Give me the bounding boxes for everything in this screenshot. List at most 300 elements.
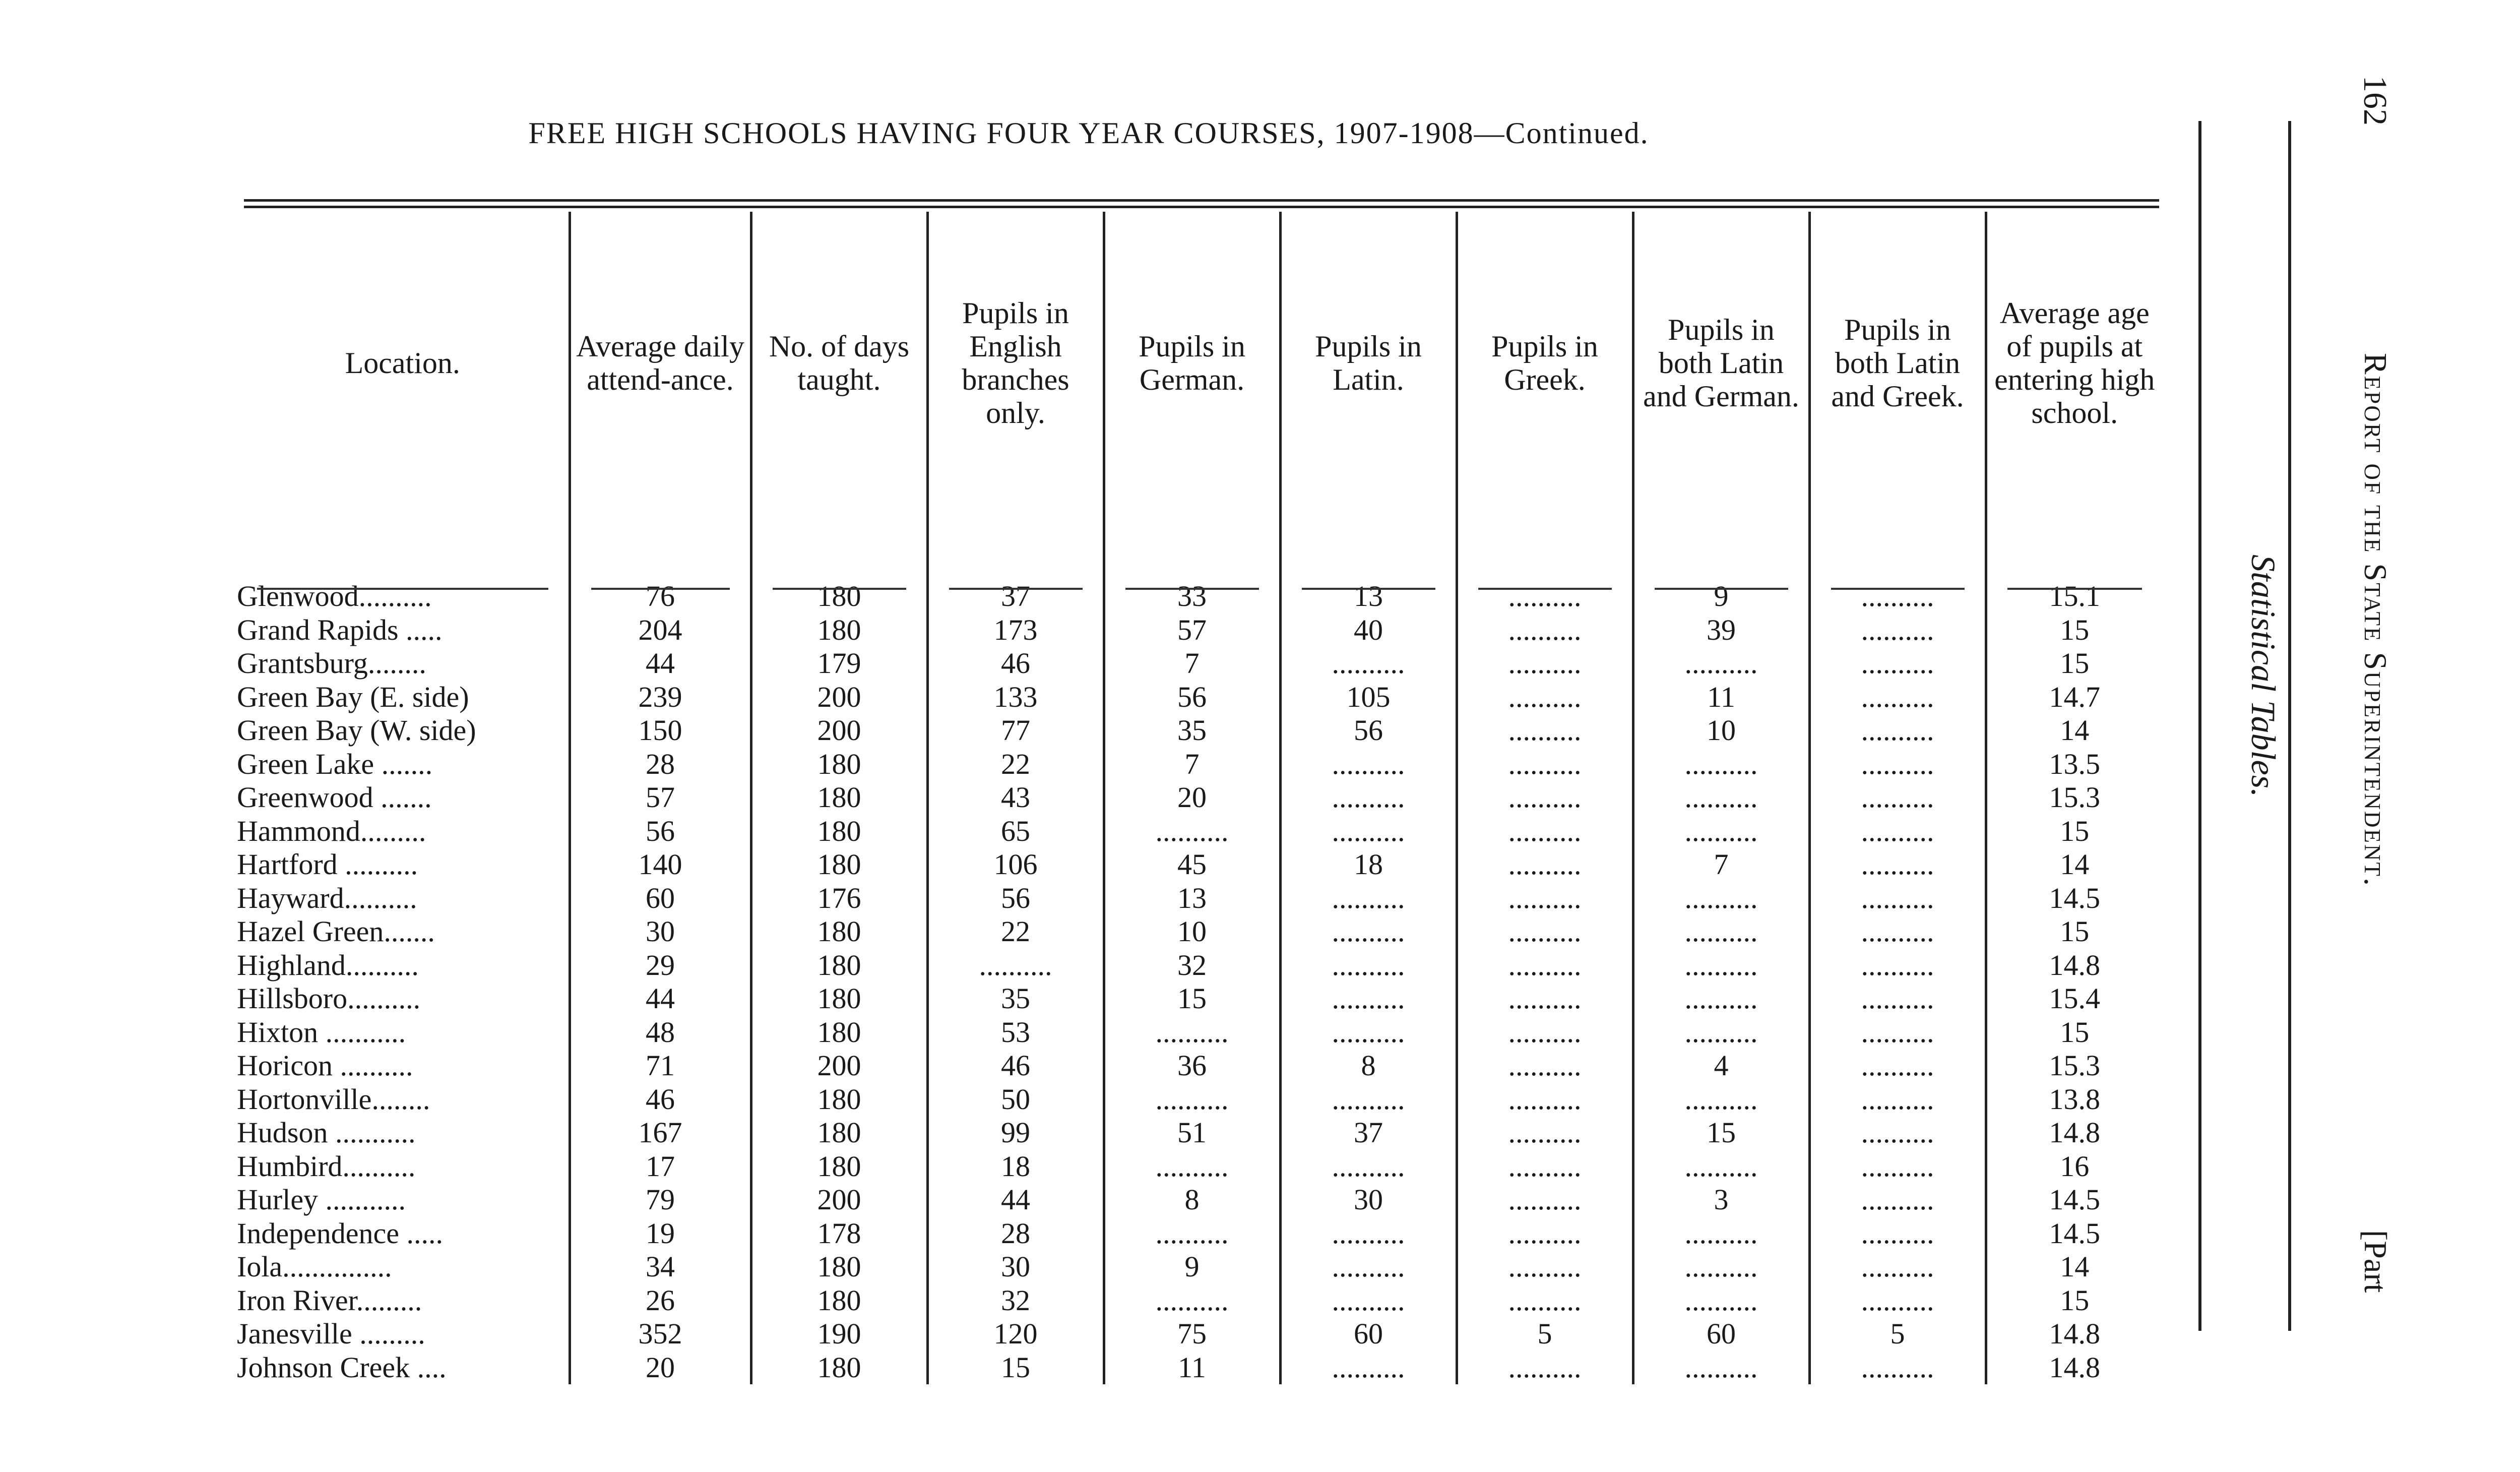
value-cell: 15	[1986, 1284, 2162, 1318]
spacer-cell	[1809, 514, 1986, 580]
column-header-label: Pupils in both Latin and German.	[1643, 313, 1799, 413]
value-cell: 60	[570, 882, 751, 915]
value-cell: ..........	[1809, 1150, 1986, 1184]
value-cell: 180	[751, 1250, 927, 1284]
value-cell: 180	[751, 781, 927, 815]
page-number: 162	[2357, 76, 2393, 126]
value-cell: ..........	[1280, 1250, 1457, 1284]
value-cell: 167	[570, 1116, 751, 1150]
value-cell: ..........	[1633, 949, 1809, 983]
title-rule-bottom	[244, 206, 2159, 208]
value-cell: ..........	[1809, 1217, 1986, 1251]
value-cell: 30	[570, 915, 751, 949]
location-cell: Green Bay (E. side)	[237, 680, 469, 713]
header-underline	[1125, 588, 1259, 590]
value-cell: 180	[751, 1016, 927, 1050]
value-cell: ..........	[1280, 1083, 1457, 1117]
table-header	[237, 212, 2162, 514]
location-cell: Iola...............	[237, 1250, 392, 1283]
value-cell: 26	[570, 1284, 751, 1318]
value-cell: ..........	[1280, 748, 1457, 781]
value-cell: 22	[927, 915, 1104, 949]
location-cell: Hortonville........	[237, 1082, 430, 1116]
value-cell: 180	[751, 580, 927, 614]
value-cell: 28	[927, 1217, 1104, 1251]
value-cell: 5	[1457, 1317, 1633, 1351]
value-cell: 15	[1986, 815, 2162, 848]
column-header-label: No. of days taught.	[769, 330, 910, 396]
location-cell: Glenwood..........	[237, 580, 432, 612]
table-row	[237, 647, 2162, 681]
section-title: Statistical Tables.	[2244, 555, 2283, 798]
spacer-cell	[1104, 514, 1280, 580]
header-underline	[949, 588, 1083, 590]
location-cell: Johnson Creek ....	[237, 1351, 447, 1384]
value-cell: 4	[1633, 1049, 1809, 1083]
value-cell: 56	[1280, 714, 1457, 748]
value-cell: ..........	[1104, 1016, 1280, 1050]
value-cell: 37	[1280, 1116, 1457, 1150]
value-cell: 20	[570, 1351, 751, 1385]
value-cell: 57	[1104, 614, 1280, 647]
column-header-label: Average age of pupils at entering high school.	[1994, 296, 2155, 430]
spacer-cell	[927, 514, 1104, 580]
value-cell: ..........	[1280, 1217, 1457, 1251]
value-cell: ..........	[1457, 1183, 1633, 1217]
value-cell: ..........	[1633, 1217, 1809, 1251]
table-row	[237, 748, 2162, 781]
value-cell: 57	[570, 781, 751, 815]
value-cell: 133	[927, 681, 1104, 714]
column-header	[927, 212, 1104, 514]
value-cell: 15.3	[1986, 781, 2162, 815]
value-cell: 180	[751, 982, 927, 1016]
value-cell: 180	[751, 915, 927, 949]
value-cell: 178	[751, 1217, 927, 1251]
value-cell: 44	[570, 647, 751, 681]
value-cell: 180	[751, 1116, 927, 1150]
table-row	[237, 714, 2162, 748]
value-cell: ..........	[1457, 1250, 1633, 1284]
value-cell: 13	[1280, 580, 1457, 614]
value-cell: ..........	[1633, 882, 1809, 915]
value-cell: 40	[1280, 614, 1457, 647]
value-cell: 20	[1104, 781, 1280, 815]
value-cell: ..........	[1809, 1351, 1986, 1385]
value-cell: 180	[751, 1284, 927, 1318]
location-cell: Green Lake .......	[237, 747, 433, 780]
value-cell: 200	[751, 681, 927, 714]
header-underline	[591, 588, 730, 590]
value-cell: 13	[1104, 882, 1280, 915]
value-cell: 15	[1986, 915, 2162, 949]
header-underline	[1302, 588, 1435, 590]
header-underline	[773, 588, 906, 590]
value-cell: ..........	[1809, 1183, 1986, 1217]
value-cell: 79	[570, 1183, 751, 1217]
table-row	[237, 1083, 2162, 1117]
value-cell: 30	[1280, 1183, 1457, 1217]
value-cell: ..........	[1633, 748, 1809, 781]
table-row	[237, 614, 2162, 647]
value-cell: 5	[1809, 1317, 1986, 1351]
value-cell: ..........	[1633, 647, 1809, 681]
column-header	[751, 212, 927, 514]
value-cell: ..........	[1457, 882, 1633, 915]
value-cell: 53	[927, 1016, 1104, 1050]
table-row	[237, 915, 2162, 949]
location-cell: Grand Rapids .....	[237, 613, 443, 646]
column-header	[237, 212, 570, 514]
spacer-cell	[1986, 514, 2162, 580]
location-cell: Hillsboro..........	[237, 982, 421, 1015]
value-cell: ..........	[1457, 982, 1633, 1016]
value-cell: ..........	[1280, 1284, 1457, 1318]
value-cell: 44	[570, 982, 751, 1016]
value-cell: 46	[927, 647, 1104, 681]
value-cell: ..........	[1633, 1351, 1809, 1385]
value-cell: 76	[570, 580, 751, 614]
header-underline	[1831, 588, 1965, 590]
value-cell: 35	[927, 982, 1104, 1016]
location-cell: Iron River.........	[237, 1283, 422, 1317]
value-cell: 9	[1633, 580, 1809, 614]
location-cell: Grantsburg........	[237, 647, 426, 680]
spacer-cell	[1457, 514, 1633, 580]
value-cell: 75	[1104, 1317, 1280, 1351]
value-cell: ..........	[1457, 1150, 1633, 1184]
table-row	[237, 882, 2162, 915]
value-cell: ..........	[1809, 949, 1986, 983]
location-cell: Greenwood .......	[237, 781, 432, 814]
value-cell: ..........	[1633, 1150, 1809, 1184]
value-cell: 33	[1104, 580, 1280, 614]
value-cell: 16	[1986, 1150, 2162, 1184]
header-underline	[1655, 588, 1788, 590]
value-cell: 28	[570, 748, 751, 781]
value-cell: 7	[1104, 748, 1280, 781]
value-cell: 29	[570, 949, 751, 983]
value-cell: 15	[1986, 647, 2162, 681]
value-cell: 176	[751, 882, 927, 915]
location-cell: Humbird..........	[237, 1149, 416, 1183]
value-cell: 106	[927, 848, 1104, 882]
value-cell: 45	[1104, 848, 1280, 882]
value-cell: ..........	[1280, 647, 1457, 681]
value-cell: 19	[570, 1217, 751, 1251]
value-cell: ..........	[927, 949, 1104, 983]
value-cell: ..........	[1457, 748, 1633, 781]
value-cell: ..........	[1280, 1351, 1457, 1385]
location-cell: Janesville .........	[237, 1317, 425, 1350]
value-cell: 37	[927, 580, 1104, 614]
value-cell: 180	[751, 614, 927, 647]
value-cell: 65	[927, 815, 1104, 848]
value-cell: ..........	[1104, 1217, 1280, 1251]
value-cell: 35	[1104, 714, 1280, 748]
table-row	[237, 1116, 2162, 1150]
column-header-label: Average daily attend-ance.	[576, 330, 744, 396]
value-cell: 30	[927, 1250, 1104, 1284]
value-cell: 10	[1633, 714, 1809, 748]
value-cell: 180	[751, 848, 927, 882]
value-cell: 15	[927, 1351, 1104, 1385]
value-cell: ..........	[1457, 781, 1633, 815]
table-row	[237, 1284, 2162, 1318]
value-cell: ..........	[1457, 681, 1633, 714]
table-row	[237, 848, 2162, 882]
value-cell: 13.5	[1986, 748, 2162, 781]
value-cell: 180	[751, 1083, 927, 1117]
value-cell: ..........	[1457, 647, 1633, 681]
value-cell: 14.8	[1986, 1351, 2162, 1385]
value-cell: 22	[927, 748, 1104, 781]
location-cell: Hudson ...........	[237, 1116, 416, 1149]
table-body	[237, 514, 2162, 1384]
value-cell: ..........	[1280, 982, 1457, 1016]
value-cell: ..........	[1457, 580, 1633, 614]
value-cell: ..........	[1457, 1049, 1633, 1083]
value-cell: ..........	[1809, 1250, 1986, 1284]
value-cell: 14.8	[1986, 1317, 2162, 1351]
column-header-label: Pupils in Latin.	[1315, 330, 1422, 396]
value-cell: ..........	[1104, 815, 1280, 848]
value-cell: 77	[927, 714, 1104, 748]
column-header-label: Pupils in both Latin and Greek.	[1831, 313, 1964, 413]
table-row	[237, 681, 2162, 714]
value-cell: ..........	[1809, 647, 1986, 681]
value-cell: 50	[927, 1083, 1104, 1117]
value-cell: ..........	[1809, 1083, 1986, 1117]
value-cell: 180	[751, 949, 927, 983]
value-cell: 17	[570, 1150, 751, 1184]
value-cell: 14.8	[1986, 1116, 2162, 1150]
value-cell: 7	[1104, 647, 1280, 681]
value-cell: ..........	[1280, 882, 1457, 915]
value-cell: ..........	[1457, 1351, 1633, 1385]
value-cell: 60	[1633, 1317, 1809, 1351]
value-cell: ..........	[1633, 1284, 1809, 1318]
value-cell: 14.5	[1986, 1217, 2162, 1251]
value-cell: ..........	[1809, 781, 1986, 815]
value-cell: 15	[1633, 1116, 1809, 1150]
table-row	[237, 1250, 2162, 1284]
value-cell: ..........	[1280, 781, 1457, 815]
value-cell: ..........	[1457, 848, 1633, 882]
value-cell: 71	[570, 1049, 751, 1083]
value-cell: 120	[927, 1317, 1104, 1351]
value-cell: ..........	[1633, 781, 1809, 815]
page-title: FREE HIGH SCHOOLS HAVING FOUR YEAR COURSES, 1907-1908—Continued.	[528, 116, 1649, 150]
value-cell: 204	[570, 614, 751, 647]
location-cell: Horicon ..........	[237, 1049, 413, 1082]
column-header-label: Pupils in English branches only.	[962, 296, 1069, 430]
column-header	[1104, 212, 1280, 514]
value-cell: ..........	[1633, 1016, 1809, 1050]
statistics-table	[237, 212, 2162, 1384]
table-row	[237, 949, 2162, 983]
value-cell: ..........	[1280, 1016, 1457, 1050]
value-cell: 180	[751, 1351, 927, 1385]
value-cell: ..........	[1809, 580, 1986, 614]
header-underline	[257, 588, 548, 590]
value-cell: 60	[1280, 1317, 1457, 1351]
column-header	[1457, 212, 1633, 514]
value-cell: ..........	[1809, 848, 1986, 882]
value-cell: 15.4	[1986, 982, 2162, 1016]
value-cell: ..........	[1633, 1250, 1809, 1284]
part-label: [Part	[2358, 1230, 2393, 1293]
value-cell: 18	[927, 1150, 1104, 1184]
table-row	[237, 1183, 2162, 1217]
table-row	[237, 580, 2162, 614]
location-cell: Hammond.........	[237, 814, 426, 847]
value-cell: 3	[1633, 1183, 1809, 1217]
table-row	[237, 982, 2162, 1016]
column-header	[1280, 212, 1457, 514]
value-cell: 46	[927, 1049, 1104, 1083]
spacer-cell	[237, 514, 570, 580]
value-cell: 15.1	[1986, 580, 2162, 614]
column-header	[570, 212, 751, 514]
value-cell: ..........	[1809, 748, 1986, 781]
value-cell: 36	[1104, 1049, 1280, 1083]
value-cell: ..........	[1457, 815, 1633, 848]
value-cell: 14	[1986, 1250, 2162, 1284]
value-cell: ..........	[1457, 614, 1633, 647]
value-cell: ..........	[1633, 915, 1809, 949]
value-cell: 11	[1104, 1351, 1280, 1385]
value-cell: ..........	[1809, 1284, 1986, 1318]
value-cell: 200	[751, 1183, 927, 1217]
value-cell: 46	[570, 1083, 751, 1117]
value-cell: 13.8	[1986, 1083, 2162, 1117]
value-cell: 99	[927, 1116, 1104, 1150]
value-cell: 179	[751, 647, 927, 681]
value-cell: ..........	[1633, 1083, 1809, 1117]
value-cell: 44	[927, 1183, 1104, 1217]
value-cell: 352	[570, 1317, 751, 1351]
value-cell: ..........	[1457, 714, 1633, 748]
location-cell: Independence .....	[237, 1216, 444, 1250]
value-cell: ..........	[1809, 982, 1986, 1016]
value-cell: 18	[1280, 848, 1457, 882]
value-cell: 32	[1104, 949, 1280, 983]
value-cell: 180	[751, 1150, 927, 1184]
value-cell: ..........	[1809, 714, 1986, 748]
table-row	[237, 1351, 2162, 1385]
value-cell: 15	[1104, 982, 1280, 1016]
value-cell: ..........	[1104, 1284, 1280, 1318]
value-cell: ..........	[1457, 1284, 1633, 1318]
value-cell: ..........	[1809, 815, 1986, 848]
value-cell: ..........	[1457, 1083, 1633, 1117]
value-cell: 48	[570, 1016, 751, 1050]
table-row	[237, 1150, 2162, 1184]
value-cell: 8	[1104, 1183, 1280, 1217]
value-cell: 180	[751, 815, 927, 848]
value-cell: 14.5	[1986, 1183, 2162, 1217]
table-row	[237, 1016, 2162, 1050]
value-cell: 56	[1104, 681, 1280, 714]
spacer-cell	[570, 514, 751, 580]
value-cell: 150	[570, 714, 751, 748]
margin-rule	[2198, 121, 2201, 1331]
value-cell: 14	[1986, 714, 2162, 748]
location-cell: Hazel Green.......	[237, 915, 435, 948]
value-cell: ..........	[1633, 982, 1809, 1016]
value-cell: ..........	[1457, 1116, 1633, 1150]
value-cell: 51	[1104, 1116, 1280, 1150]
value-cell: 8	[1280, 1049, 1457, 1083]
table-row	[237, 815, 2162, 848]
column-header-label: Pupils in Greek.	[1491, 330, 1598, 396]
column-header-label: Pupils in German.	[1139, 330, 1245, 396]
column-header	[1809, 212, 1986, 514]
value-cell: 200	[751, 1049, 927, 1083]
location-cell: Hurley ...........	[237, 1183, 406, 1216]
value-cell: ..........	[1809, 1016, 1986, 1050]
value-cell: ..........	[1280, 1150, 1457, 1184]
running-head: Report of the State Superintendent.	[2358, 353, 2393, 888]
spacer-row	[237, 514, 2162, 580]
value-cell: 14.7	[1986, 681, 2162, 714]
value-cell: 7	[1633, 848, 1809, 882]
table-row	[237, 781, 2162, 815]
value-cell: ..........	[1809, 681, 1986, 714]
value-cell: ..........	[1809, 614, 1986, 647]
location-cell: Green Bay (W. side)	[237, 714, 476, 747]
margin-rule	[2288, 121, 2291, 1331]
value-cell: 9	[1104, 1250, 1280, 1284]
value-cell: 140	[570, 848, 751, 882]
header-underline	[2007, 588, 2143, 590]
value-cell: ..........	[1280, 915, 1457, 949]
value-cell: 239	[570, 681, 751, 714]
value-cell: ..........	[1809, 882, 1986, 915]
table-row	[237, 1217, 2162, 1251]
value-cell: 200	[751, 714, 927, 748]
value-cell: ..........	[1809, 915, 1986, 949]
value-cell: ..........	[1104, 1150, 1280, 1184]
value-cell: ..........	[1809, 1049, 1986, 1083]
location-cell: Hartford ..........	[237, 848, 418, 881]
location-cell: Hayward..........	[237, 881, 417, 914]
value-cell: 15	[1986, 614, 2162, 647]
value-cell: 173	[927, 614, 1104, 647]
value-cell: 14.5	[1986, 882, 2162, 915]
location-cell: Highland..........	[237, 948, 419, 982]
value-cell: 56	[570, 815, 751, 848]
value-cell: 14	[1986, 848, 2162, 882]
value-cell: 15.3	[1986, 1049, 2162, 1083]
value-cell: 34	[570, 1250, 751, 1284]
value-cell: ..........	[1809, 1116, 1986, 1150]
value-cell: 105	[1280, 681, 1457, 714]
value-cell: ..........	[1104, 1083, 1280, 1117]
value-cell: ..........	[1280, 815, 1457, 848]
column-header-label: Location.	[345, 346, 460, 380]
spacer-cell	[751, 514, 927, 580]
spacer-cell	[1633, 514, 1809, 580]
spacer-cell	[1280, 514, 1457, 580]
value-cell: 11	[1633, 681, 1809, 714]
table-row	[237, 1317, 2162, 1351]
column-header	[1633, 212, 1809, 514]
value-cell: ..........	[1633, 815, 1809, 848]
table-row	[237, 1049, 2162, 1083]
value-cell: 190	[751, 1317, 927, 1351]
